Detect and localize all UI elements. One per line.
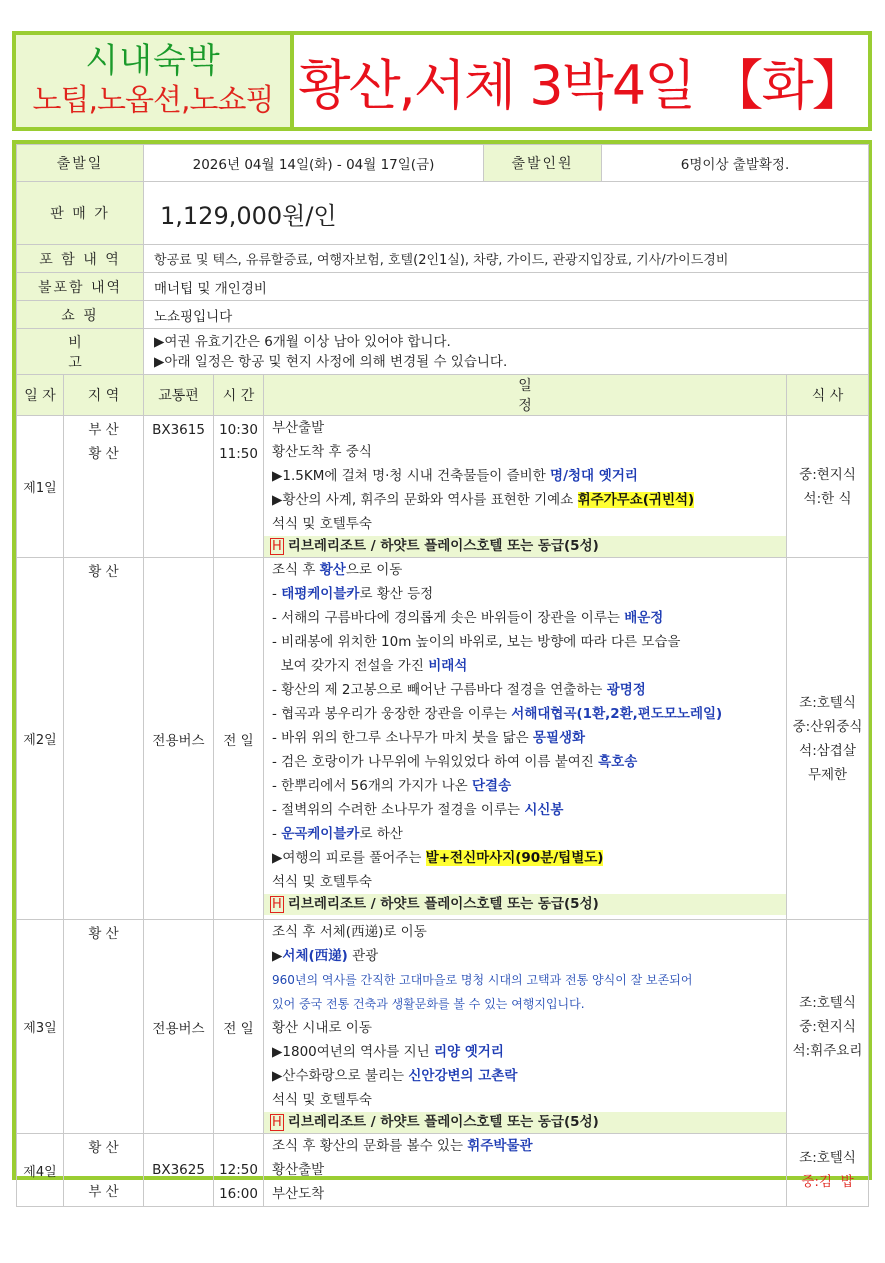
header-banner xyxy=(12,31,872,131)
day2-line: 조식 후 황산으로 이동 xyxy=(272,562,403,578)
day2-region: 황 산 xyxy=(64,558,144,920)
tour-badge xyxy=(16,35,294,127)
shopping-row xyxy=(17,301,869,329)
day2-meal: 중:산위중식 xyxy=(792,718,863,735)
note-label: 비 고 xyxy=(17,329,144,375)
day4-meal: 중:김 밥 xyxy=(801,1174,854,1190)
schedule-header-row xyxy=(17,375,869,416)
day4-time-depart: 12:50 xyxy=(219,1162,258,1178)
badge-line2: 노팁,노옵션,노쇼핑 xyxy=(32,83,274,118)
day2-line: - 한뿌리에서 56개의 가지가 나온 단결송 xyxy=(272,778,512,794)
day3-line: ▶서체(西递) 관광 xyxy=(272,948,379,964)
day2-line: ▶여행의 피로를 풀어주는 발+전신마사지(90분/팁별도) xyxy=(272,850,604,866)
departure-label: 출발일 xyxy=(17,145,144,182)
day3-row xyxy=(17,920,869,1134)
day2-schedule xyxy=(264,558,787,920)
day2-meal: 무제한 xyxy=(807,766,848,783)
day2-label: 제2일 xyxy=(17,558,64,920)
day3-meal: 조:호텔식 xyxy=(799,994,856,1011)
day3-meal: 석:휘주요리 xyxy=(792,1042,863,1059)
page-title: 황산,서체 3박4일 【화】 xyxy=(298,53,864,117)
day4-region xyxy=(64,1134,144,1207)
day4-label: 제4일 xyxy=(17,1134,64,1207)
day4-row xyxy=(17,1134,869,1207)
day2-line: - 협곡과 봉우리가 웅장한 장관을 이루는 서해대협곡(1환,2환,편도모노레일) xyxy=(272,706,723,722)
day2-line: - 태평케이블카로 황산 등정 xyxy=(272,586,434,602)
day1-hotel: H 리브레리조트 / 하얏트 플레이스호텔 또는 동급(5성) xyxy=(264,536,786,557)
day4-time-arrive: 16:00 xyxy=(219,1186,258,1202)
day1-flight: BX3615 xyxy=(144,416,214,558)
itinerary-table xyxy=(16,144,869,1207)
included-label: 포 함 내 역 xyxy=(17,245,144,273)
included-row xyxy=(17,245,869,273)
badge-line1: 시내숙박 xyxy=(85,41,221,81)
day4-line: 황산출발 xyxy=(272,1162,325,1178)
excluded-value: 매너팁 및 개인경비 xyxy=(144,273,869,301)
day4-meal: 조:호텔식 xyxy=(799,1150,856,1166)
itinerary-box xyxy=(12,140,872,1202)
day3-time: 전 일 xyxy=(214,920,264,1134)
day2-line: - 황산의 제 2고봉으로 빼어난 구름바다 절경을 연출하는 광명정 xyxy=(272,682,646,698)
day2-line: - 서해의 구름바다에 경의롭게 솟은 바위들이 장관을 이루는 배운정 xyxy=(272,610,664,626)
day3-transport: 전용버스 xyxy=(144,920,214,1134)
day1-time-arrive: 11:50 xyxy=(219,446,258,462)
day2-line: - 운곡케이블카로 하산 xyxy=(272,826,403,842)
day1-line: 황산도착 후 중식 xyxy=(272,444,372,460)
day1-meal: 중:현지식 xyxy=(799,466,856,483)
day4-region-to: 부 산 xyxy=(88,1184,119,1200)
day1-meal: 석:한 식 xyxy=(803,490,852,507)
day3-hotel: H 리브레리조트 / 하얏트 플레이스호텔 또는 동급(5성) xyxy=(264,1112,786,1133)
day1-time xyxy=(214,416,264,558)
day1-meals xyxy=(787,416,869,558)
shopping-value: 노쇼핑입니다 xyxy=(144,301,869,329)
day1-line: 부산출발 xyxy=(272,420,325,436)
hotel-icon: H xyxy=(272,539,282,554)
day4-meals xyxy=(787,1134,869,1207)
day3-line: 황산 시내로 이동 xyxy=(272,1020,372,1036)
day4-flight: BX3625 xyxy=(144,1134,214,1207)
day2-time: 전 일 xyxy=(214,558,264,920)
day2-line: - 비래봉에 위치한 10m 높이의 바위로, 보는 방향에 따라 다른 모습을 xyxy=(272,634,681,650)
day3-line: 조식 후 서체(西递)로 이동 xyxy=(272,924,427,940)
price-row xyxy=(17,182,869,245)
day2-line: 석식 및 호텔투숙 xyxy=(272,874,372,890)
day3-meal: 중:현지식 xyxy=(799,1018,856,1035)
col-schedule: 일 정 xyxy=(264,375,787,416)
day2-meal: 조:호텔식 xyxy=(799,694,856,711)
sight-highlight: 명/청대 옛거리 xyxy=(550,468,638,484)
excluded-row xyxy=(17,273,869,301)
day1-time-depart: 10:30 xyxy=(219,422,258,438)
day4-line: 조식 후 황산의 문화를 볼수 있는 휘주박물관 xyxy=(272,1138,533,1154)
note-value xyxy=(144,329,869,375)
day2-transport: 전용버스 xyxy=(144,558,214,920)
day2-line: - 검은 호랑이가 나무위에 누워있었다 하여 이름 붙여진 흑호송 xyxy=(272,754,638,770)
day4-line: 부산도착 xyxy=(272,1186,325,1202)
day3-line: 석식 및 호텔투숙 xyxy=(272,1092,372,1108)
included-value: 항공료 및 텍스, 유류할증료, 여행자보험, 호텔(2인1실), 차량, 가이드, 관광지입장료, 기사/가이드경비 xyxy=(144,245,869,273)
day1-region-to: 황 산 xyxy=(88,446,119,462)
departure-row xyxy=(17,145,869,182)
departure-value: 2026년 04월 14일(화) - 04월 17일(금) xyxy=(144,145,484,182)
day3-line: ▶산수화랑으로 불리는 신안강변의 고촌락 xyxy=(272,1068,518,1084)
day1-line: ▶1.5KM에 걸쳐 명·청 시내 건축물들이 즐비한 명/청대 옛거리 xyxy=(272,468,638,484)
day3-schedule xyxy=(264,920,787,1134)
day2-line: 보여 갖가지 전설을 가진 비래석 xyxy=(272,658,468,674)
day3-line: ▶1800여년의 역사를 지닌 리양 옛거리 xyxy=(272,1044,504,1060)
day4-schedule xyxy=(264,1134,787,1207)
day2-hotel: H 리브레리조트 / 하얏트 플레이스호텔 또는 동급(5성) xyxy=(264,894,786,915)
day3-meals xyxy=(787,920,869,1134)
shopping-label: 쇼 핑 xyxy=(17,301,144,329)
day1-line: ▶황산의 사계, 휘주의 문화와 역사를 표현한 기예쇼 휘주가무쇼(귀빈석) xyxy=(272,492,695,508)
people-label: 출발인원 xyxy=(484,145,602,182)
day2-line: - 바위 위의 한그루 소나무가 마치 붓을 닮은 몽필생화 xyxy=(272,730,586,746)
price-label: 판 매 가 xyxy=(17,182,144,245)
hotel-icon: H xyxy=(272,897,282,912)
day3-label: 제3일 xyxy=(17,920,64,1134)
col-region: 지 역 xyxy=(64,375,144,416)
col-transport: 교통편 xyxy=(144,375,214,416)
col-day: 일 자 xyxy=(17,375,64,416)
day2-meals xyxy=(787,558,869,920)
day4-time xyxy=(214,1134,264,1207)
day2-meal: 석:삼겹살 xyxy=(799,742,856,759)
col-meal: 식 사 xyxy=(787,375,869,416)
day3-line: 있어 중국 전통 건축과 생활문화를 볼 수 있는 여행지입니다. xyxy=(272,997,585,1011)
day2-line: - 절벽위의 수려한 소나무가 절경을 이루는 시신봉 xyxy=(272,802,564,818)
option-highlight: 휘주가무쇼(귀빈석) xyxy=(577,492,695,508)
price-value: 1,129,000원/인 xyxy=(144,182,869,245)
day2-row xyxy=(17,558,869,920)
day3-region: 황 산 xyxy=(64,920,144,1134)
day1-label: 제1일 xyxy=(17,416,64,558)
excluded-label: 불포함 내역 xyxy=(17,273,144,301)
people-value: 6명이상 출발확정. xyxy=(602,145,869,182)
col-time: 시 간 xyxy=(214,375,264,416)
hotel-icon: H xyxy=(272,1115,282,1130)
day1-line: 석식 및 호텔투숙 xyxy=(272,516,372,532)
day1-schedule xyxy=(264,416,787,558)
day4-region-from: 황 산 xyxy=(88,1140,119,1156)
day1-region xyxy=(64,416,144,558)
day3-line: 960년의 역사를 간직한 고대마을로 명청 시대의 고택과 전통 양식이 잘 보존되어 xyxy=(272,973,693,987)
day1-region-from: 부 산 xyxy=(88,422,119,438)
note-line2: ▶아래 일정은 항공 및 현지 사정에 의해 변경될 수 있습니다. xyxy=(154,353,508,370)
day1-row xyxy=(17,416,869,558)
note-line1: ▶여권 유효기간은 6개월 이상 남아 있어야 합니다. xyxy=(154,333,451,350)
note-row xyxy=(17,329,869,375)
